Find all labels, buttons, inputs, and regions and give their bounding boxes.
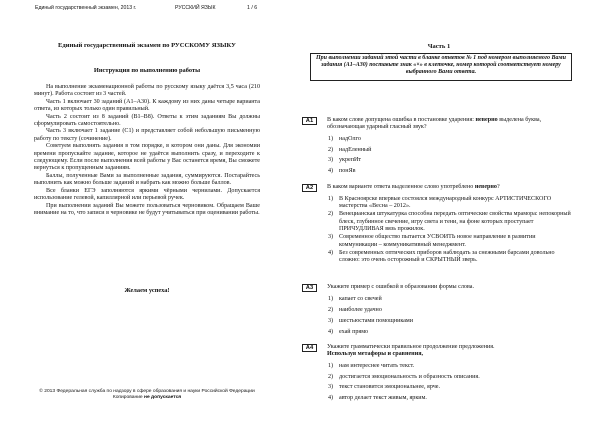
- instructions-paragraph: Все бланки ЕГЭ заполняются яркими чёрными чернилами. Допускается использование гелевой, капиллярной или перьевой ручек.: [34, 187, 260, 202]
- answer-options: [328, 196, 574, 264]
- instructions-heading: Инструкция по выполнению работы: [93, 67, 201, 74]
- copy-notice: [34, 395, 260, 400]
- answer-options: [328, 136, 574, 176]
- answer-option: 4) понЯв: [328, 168, 356, 175]
- instructions-paragraph: Часть 2 состоит из 8 заданий (В1–В8). Ответы к этим заданиям Вы должны сформулировать самостоятельно.: [34, 113, 260, 128]
- question-number: A3: [302, 284, 317, 292]
- answer-options: [328, 363, 574, 403]
- question-a2: [302, 184, 574, 265]
- header-subject: РУССКИЙ ЯЗЫК: [175, 5, 216, 11]
- question-number: A1: [302, 117, 317, 125]
- answer-option: 1) капает со свечей: [328, 296, 382, 302]
- answer-option: 3) укрепИт: [328, 157, 362, 164]
- exam-title: Единый государственный экзамен по РУССКОМУ ЯЗЫКУ: [58, 42, 236, 49]
- answer-option: 2) надЕленный: [328, 146, 372, 153]
- answer-option: 3) шестьюстами помощниками: [328, 317, 414, 324]
- question-number: A2: [302, 184, 317, 192]
- instructions-paragraph: При выполнении заданий Вы можете пользоваться черновиком. Обращаем Ваше внимание на то, что записи в черновике не будут учитываться при оценивании работы.: [34, 202, 260, 216]
- instructions-body: [34, 84, 260, 217]
- question-text: Укажите пример с ошибкой в образовании формы слова.: [327, 284, 474, 290]
- copyright-line: © 2013 Федеральная служба по надзору в сфере образования и науки Российской Федерации: [39, 389, 255, 394]
- instructions-paragraph: Часть 3 включает 1 задание (С1) и представляет собой небольшую письменную работу по тексту (сочинение).: [34, 128, 260, 142]
- question-a1: [302, 117, 574, 179]
- copy-notice-bold: не допускается: [144, 395, 182, 400]
- instructions-paragraph: Баллы, полученные Вами за выполненные задания, суммируются. Постарайтесь выполнить как можно больше заданий и набрать как можно больше баллов.: [34, 172, 260, 187]
- answer-option: 4) автор делает текст живым, ярким.: [328, 395, 427, 402]
- header-page-number: 1 / 6: [247, 5, 258, 11]
- answer-option: 3) Современное общество пытается УСВОИТЬ новое направление в развитии коммуникации – коммуникативный менеджмент.: [328, 234, 536, 248]
- question-a4: [302, 344, 574, 406]
- question-text: В каком варианте ответа выделенное слово употреблено неверно?: [327, 184, 500, 190]
- answer-option: 4) ехай прямо: [328, 328, 369, 335]
- answer-option: 2) достигается эмоциональность и образность описания.: [328, 373, 480, 380]
- answer-option: 1) надОлго: [328, 135, 361, 142]
- good-luck-text: Желаем успеха!: [124, 287, 170, 294]
- answer-option: 3) текст становится эмоциональнее, ярче.: [328, 384, 441, 391]
- question-a3: [302, 284, 574, 340]
- answer-option: 1) нам интереснее читать текст.: [328, 362, 415, 369]
- answer-option: 4) Без современных оптических приборов наблюдать за снежными барсами довольно сложно: это очень осторожный и СКРЫТНЫЙ зверь.: [328, 249, 555, 264]
- instructions-paragraph: Советуем выполнять задания в том порядке, в котором они даны. Для экономии времени пропускайте задание, которое не удаётся выполнить сразу, и переходите к следующему. Если после выполнения всей работы у Вас останется время, Вы сможете вернуться к пропущенным заданиям.: [34, 143, 260, 172]
- instructions-paragraph: Часть 1 включает 30 заданий (А1–А30). К каждому из них даны четыре варианта ответа, из которых только один правильный.: [34, 98, 260, 113]
- answer-options: [328, 296, 574, 336]
- answer-option: 2) наиболее удачно: [328, 306, 382, 313]
- instructions-paragraph: На выполнение экзаменационной работы по русскому языку даётся 3,5 часа (210 минут). Работа состоит из 3 частей.: [34, 84, 260, 98]
- question-number: A4: [302, 344, 317, 352]
- question-text: В каком слове допущена ошибка в постановке ударения: неверно выделена буква, обозначающая ударный гласный звук?: [327, 117, 542, 131]
- header-exam-name: Единый государственный экзамен, 2013 г.: [35, 5, 137, 11]
- part-instruction-box: При выполнении заданий этой части в бланке ответов № 1 под номером выполняемого Вами задания (А1–А30) поставьте знак «×» в клеточке, номер которой соответствует номеру выбранного Вами ответа.: [310, 53, 572, 81]
- answer-option: 1) В Красноярске впервые состоялся международный конкурс АРТИСТИЧЕСКОГО мастерства «Весна – 2012».: [328, 196, 552, 210]
- answer-option: 2) Венецианская штукатурка способна передать оптические свойства мрамора: непокорный блеск, глубинное свечение, игру света и тени, на фоне которых проступает ПРИЧУДЛИВАЯ вязь прожилок.: [328, 211, 571, 233]
- copy-notice-prefix: Копирование: [112, 395, 145, 400]
- part-title: Часть 1: [427, 43, 451, 50]
- question-text: Укажите грамматически правильное продолжение предложения. Используя метафоры и сравнения,: [327, 344, 495, 358]
